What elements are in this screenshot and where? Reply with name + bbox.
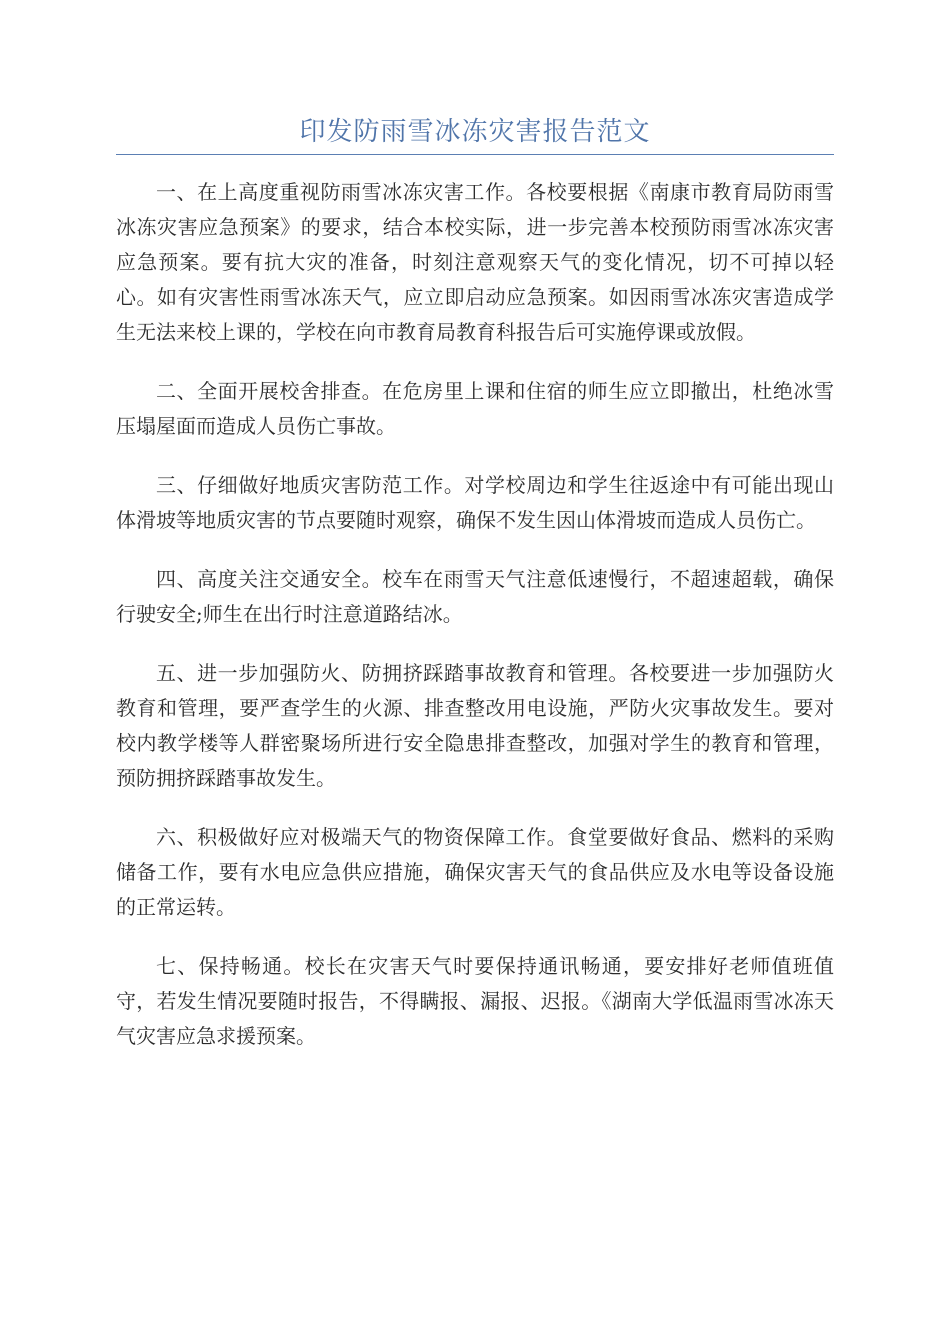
document-body <box>116 175 834 1078</box>
paragraph-2: 二、全面开展校舍排查。在危房里上课和住宿的师生应立即撤出，杜绝冰雪压塌屋面而造成人员伤亡事故。 <box>116 379 834 438</box>
paragraph-7: 七、保持畅通。校长在灾害天气时要保持通讯畅通，要安排好老师值班值守，若发生情况要随时报告，不得瞒报、漏报、迟报。《湖南大学低温雨雪冰冻天气灾害应急求援预案。 <box>116 954 834 1048</box>
document-title: 印发防雨雪冰冻灾害报告范文 <box>299 117 651 147</box>
title-underline <box>116 154 834 155</box>
paragraph-6: 六、积极做好应对极端天气的物资保障工作。食堂要做好食品、燃料的采购储备工作，要有水电应急供应措施，确保灾害天气的食品供应及水电等设备设施的正常运转。 <box>116 825 834 919</box>
paragraph-5: 五、进一步加强防火、防拥挤踩踏事故教育和管理。各校要进一步加强防火教育和管理，要严查学生的火源、排查整改用电设施，严防火灾事故发生。要对校内教学楼等人群密聚场所进行安全隐患排查整改，加强对学生的教育和管理，预防拥挤踩踏事故发生。 <box>116 661 834 790</box>
paragraph-4: 四、高度关注交通安全。校车在雨雪天气注意低速慢行，不超速超载，确保行驶安全;师生在出行时注意道路结冰。 <box>116 567 834 626</box>
paragraph-1: 一、在上高度重视防雨雪冰冻灾害工作。各校要根据《南康市教育局防雨雪冰冻灾害应急预案》的要求，结合本校实际，进一步完善本校预防雨雪冰冻灾害应急预案。要有抗大灾的准备，时刻注意观察天气的变化情况，切不可掉以轻心。如有灾害性雨雪冰冻天气，应立即启动应急预案。如因雨雪冰冻灾害造成学生无法来校上课的，学校在向市教育局教育科报告后可实施停课或放假。 <box>116 180 834 344</box>
paragraph-3: 三、仔细做好地质灾害防范工作。对学校周边和学生往返途中有可能出现山体滑坡等地质灾害的节点要随时观察，确保不发生因山体滑坡而造成人员伤亡。 <box>116 473 834 532</box>
